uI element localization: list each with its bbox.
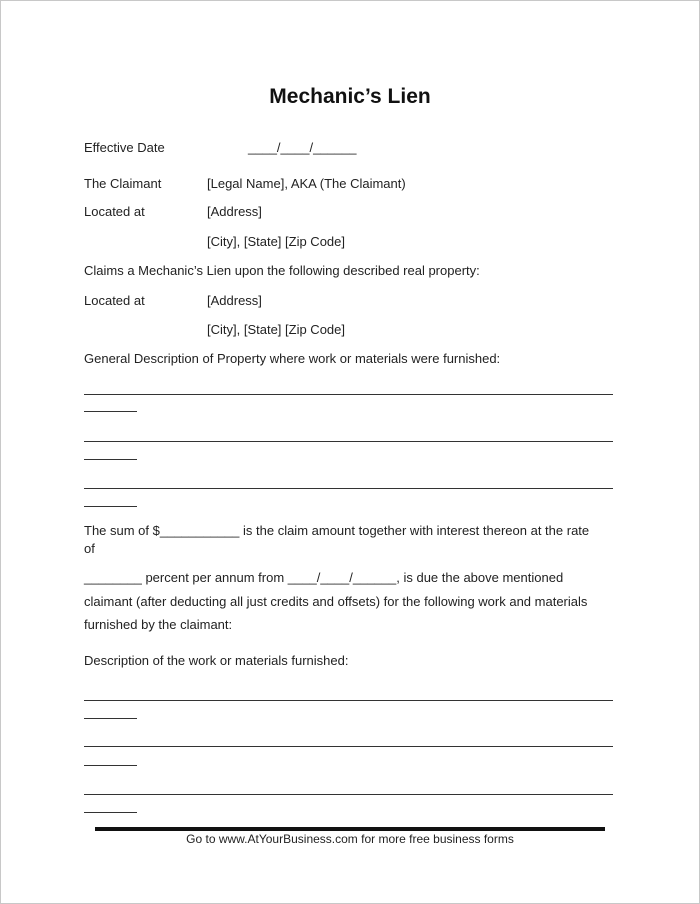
property-city-state-zip: [City], [State] [Zip Code] xyxy=(207,322,345,337)
property-description-line-end xyxy=(84,506,137,507)
work-description-line xyxy=(84,794,613,795)
property-located-at-label: Located at xyxy=(84,293,145,308)
sum-text-line-2: ________ percent per annum from ____/____/______, is due the above mentioned xyxy=(84,570,564,585)
located-at-label: Located at xyxy=(84,204,145,219)
document-title: Mechanic’s Lien xyxy=(269,85,431,108)
property-address: [Address] xyxy=(207,293,262,308)
claims-text: Claims a Mechanic’s Lien upon the following described real property: xyxy=(84,263,480,278)
sum-text-line-3: claimant (after deducting all just credits and offsets) for the following work and materials xyxy=(84,594,588,609)
effective-date-blank: ____/____/______ xyxy=(248,140,357,155)
footer-text: Go to www.AtYourBusiness.com for more free business forms xyxy=(186,832,514,846)
property-description-line-end xyxy=(84,411,137,412)
property-description-line xyxy=(84,488,613,489)
claimant-value: [Legal Name], AKA (The Claimant) xyxy=(207,176,406,191)
work-description-line-end xyxy=(84,765,137,766)
claimant-address: [Address] xyxy=(207,204,262,219)
property-description-line xyxy=(84,441,613,442)
work-description-line-end xyxy=(84,812,137,813)
work-description-line-end xyxy=(84,718,137,719)
general-description-label: General Description of Property where work or materials were furnished: xyxy=(84,351,501,366)
work-description-line xyxy=(84,700,613,701)
claimant-label: The Claimant xyxy=(84,176,162,191)
sum-text-line-1: The sum of $___________ is the claim amount together with interest thereon at the rate xyxy=(84,523,590,538)
property-description-line-end xyxy=(84,459,137,460)
sum-text-line-4: furnished by the claimant: xyxy=(84,617,233,632)
claimant-city-state-zip: [City], [State] [Zip Code] xyxy=(207,234,345,249)
sum-text-line-1b: of xyxy=(84,541,95,556)
effective-date-label: Effective Date xyxy=(84,140,165,155)
work-description-line xyxy=(84,746,613,747)
work-description-label: Description of the work or materials furnished: xyxy=(84,653,349,668)
property-description-line xyxy=(84,394,613,395)
footer-divider xyxy=(95,827,605,831)
